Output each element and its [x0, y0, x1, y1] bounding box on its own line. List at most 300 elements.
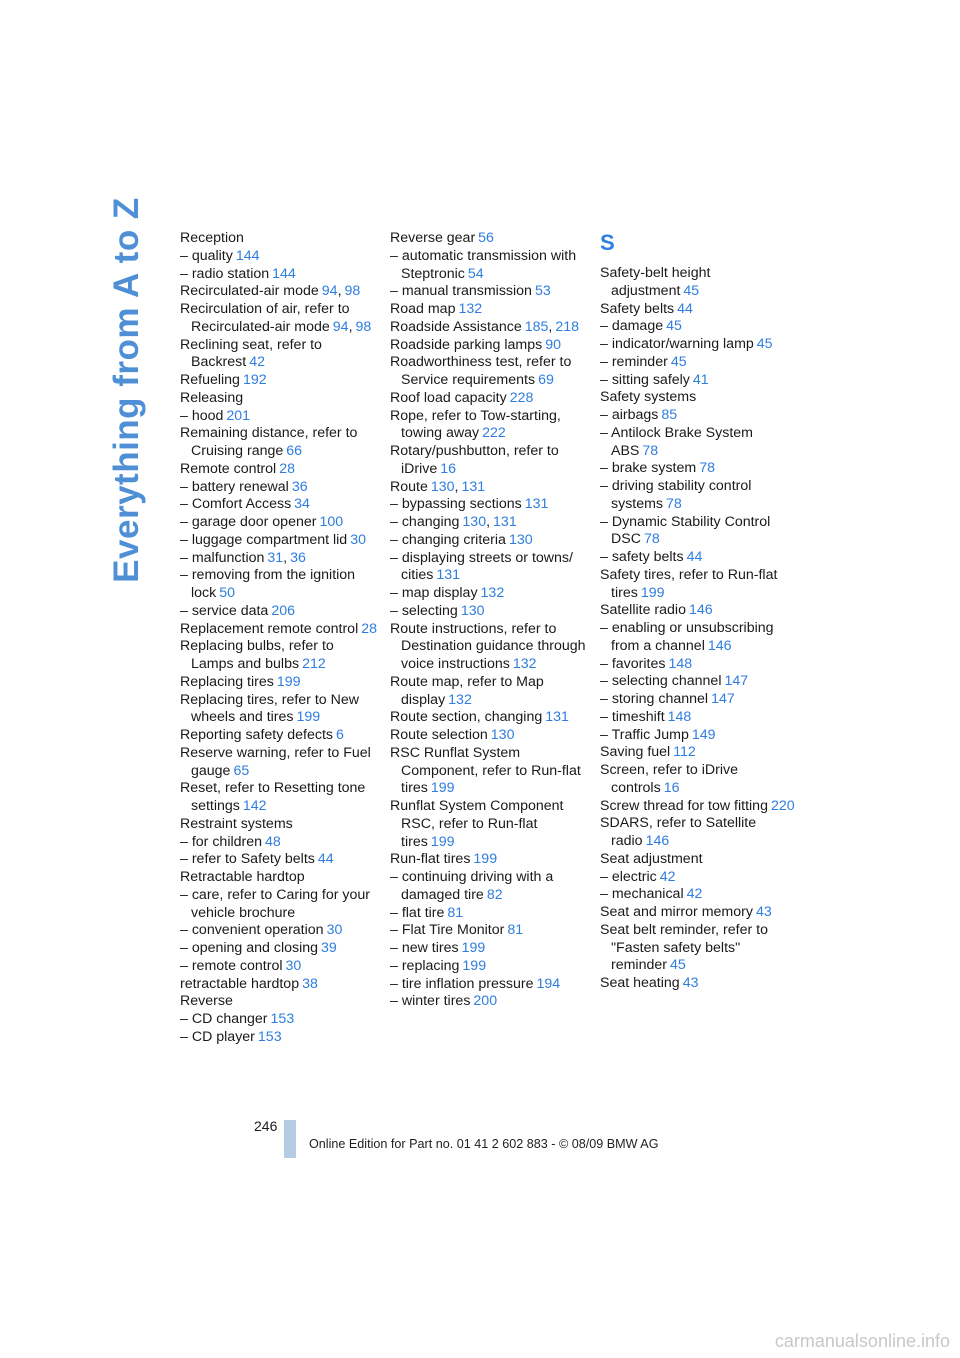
index-term: – opening and closing [180, 940, 319, 956]
page-link[interactable]: 199 [462, 957, 487, 974]
side-title [102, 197, 152, 583]
index-entry [600, 514, 800, 550]
index-entry: Route 130, 131 [390, 478, 486, 495]
index-term: – CD player [180, 1028, 255, 1045]
page-link[interactable]: 153 [270, 1011, 295, 1027]
index-entry [180, 887, 380, 923]
index-entry: Recirculated-air mode 94, 98 [180, 283, 361, 300]
page-link[interactable]: 142 [242, 798, 267, 814]
index-term: Route instructions, refer to Destination guidance through voice instructions [390, 620, 586, 672]
index-entry [600, 727, 800, 745]
index-entry [390, 532, 590, 550]
index-entry [180, 532, 380, 550]
page-link[interactable]: 130 [462, 514, 487, 530]
page-link[interactable]: 39 [321, 940, 337, 956]
index-term: – displaying streets or towns/ cities [390, 549, 573, 584]
index-term: – CD changer [180, 1011, 268, 1027]
page-link[interactable]: 16 [440, 460, 457, 477]
index-entry [390, 976, 590, 994]
index-term: Roadside parking lamps [390, 336, 543, 353]
index-entry [390, 390, 590, 408]
index-entry [180, 869, 380, 887]
index-entry [390, 709, 590, 727]
index-term: – sitting safely [600, 371, 690, 388]
index-term: Replacement remote control [180, 620, 359, 637]
index-term: – electric [600, 868, 657, 885]
index-term: Safety-belt height adjustment [600, 265, 711, 299]
index-term: Safety systems [600, 389, 697, 406]
page-link[interactable]: 146 [688, 602, 713, 619]
index-term: Recirculation of air, refer to Recirculated-air mode [180, 301, 350, 335]
index-term: – enabling or unsubscribing from a channel [600, 620, 774, 654]
page-link[interactable]: 78 [666, 495, 682, 512]
index-entry [600, 904, 800, 922]
index-term: – manual transmission [390, 283, 532, 300]
index-term: – automatic transmission with Steptronic [390, 247, 577, 282]
page-link[interactable]: 218 [555, 318, 580, 335]
index-term: – refer to Safety belts [180, 851, 315, 868]
index-entry [180, 248, 380, 266]
page-link[interactable]: 42 [686, 886, 703, 903]
index-entry [390, 248, 590, 284]
index-entry [390, 958, 590, 976]
page-link[interactable]: 16 [663, 779, 680, 796]
index-term: – storing channel [600, 691, 709, 707]
index-term: Safety belts [600, 300, 675, 317]
index-term: Runflat System Component RSC, refer to Run-flat tires [390, 798, 564, 850]
index-term: Refueling [180, 372, 240, 388]
index-entry [600, 922, 800, 975]
index-entry: Roadside Assistance 185, 218 [390, 318, 580, 335]
page-link[interactable]: 44 [677, 300, 693, 317]
page-link[interactable]: 220 [770, 797, 795, 814]
index-entry [600, 301, 800, 319]
index-entry [180, 408, 380, 426]
index-entry [600, 709, 800, 727]
index-entry [390, 993, 590, 1011]
index-term: – map display [390, 585, 478, 601]
page-link[interactable]: 42 [249, 354, 265, 371]
page-link[interactable]: 192 [242, 372, 267, 388]
page-link[interactable]: 94 [321, 283, 338, 300]
index-term: Seat adjustment [600, 850, 703, 867]
index-entry [390, 603, 590, 621]
page-link[interactable]: 130 [490, 727, 515, 743]
index-entry [390, 674, 590, 710]
index-term: Run-flat tires [390, 851, 471, 868]
index-term: – driving stability control systems [600, 478, 752, 512]
page-link[interactable]: 48 [265, 833, 281, 850]
page-link[interactable]: 54 [467, 265, 484, 282]
index-term: Route map, refer to Map display [390, 673, 544, 708]
index-term: Remaining distance, refer to Cruising range [180, 425, 358, 459]
index-term: Saving fuel [600, 744, 671, 761]
index-entry [600, 567, 800, 603]
index-term: Replacing bulbs, refer to Lamps and bulbs [180, 638, 334, 672]
page-link[interactable]: 222 [482, 425, 506, 442]
index-entry [600, 886, 800, 904]
watermark: carmanualsonline.info [774, 1331, 950, 1351]
index-entry [390, 851, 590, 869]
index-entry [390, 337, 590, 355]
index-term: – brake system [600, 460, 697, 477]
page-link[interactable]: 42 [659, 868, 676, 885]
index-entry [390, 869, 590, 905]
index-term: Road map [390, 301, 456, 317]
page-link[interactable]: 45 [669, 957, 686, 974]
index-entry [180, 337, 380, 373]
page-link[interactable]: 78 [643, 531, 660, 548]
index-entry [390, 940, 590, 958]
index-term: – for children [180, 833, 263, 850]
index-entry [390, 621, 590, 674]
index-entry [180, 976, 380, 994]
index-entry [180, 567, 380, 603]
page-link[interactable]: 148 [667, 708, 692, 725]
index-entry [600, 620, 800, 656]
index-term: – changing criteria [390, 531, 506, 548]
index-term: – selecting [390, 602, 458, 619]
footer-text: Online Edition for Part no. 01 41 2 602 883 - © 08/09 BMW AG [309, 1137, 659, 1151]
page-link[interactable]: 45 [670, 353, 687, 370]
index-term: – malfunction [180, 549, 265, 566]
index-term: – Comfort Access [180, 496, 292, 513]
page-link[interactable]: 144 [272, 265, 296, 282]
page-link[interactable]: 199 [296, 709, 321, 726]
index-entry [180, 958, 380, 976]
index-entry [180, 692, 380, 728]
index-term: Releasing [180, 389, 244, 406]
index-entry [390, 922, 590, 940]
index-term: SDARS, refer to Satellite radio [600, 815, 757, 849]
index-entry [390, 745, 590, 798]
index-term: – quality [180, 247, 233, 264]
index-term: – safety belts [600, 549, 684, 565]
index-term: – Flat Tire Monitor [390, 922, 505, 939]
index-entry [390, 496, 590, 514]
index-term: – radio station [180, 265, 270, 282]
index-entry [180, 816, 380, 834]
index-term: – continuing driving with a damaged tire [390, 869, 554, 903]
index-term: Recirculated-air mode [180, 283, 319, 300]
index-term: Roadworthiness test, refer to Service requirements [390, 354, 572, 388]
page-link[interactable]: 41 [692, 371, 709, 388]
index-term: – convenient operation [180, 922, 324, 939]
page-link[interactable]: 98 [344, 283, 361, 300]
index-column-3 [600, 230, 800, 993]
index-term: – Antilock Brake System ABS [600, 424, 753, 459]
page-link[interactable]: 146 [707, 637, 732, 654]
index-entry [600, 656, 800, 674]
index-entry: – changing 130, 131 [390, 514, 517, 530]
page-link[interactable]: 206 [271, 602, 295, 619]
index-term: – damage [600, 318, 664, 335]
index-entry [180, 834, 380, 852]
index-entry [390, 550, 590, 586]
page-link[interactable]: 200 [473, 993, 498, 1010]
index-term: Reception [180, 230, 244, 246]
page-link[interactable]: 131 [493, 514, 517, 530]
index-entry [600, 354, 800, 372]
index-term: Seat belt reminder, refer to "Fasten safety belts" reminder [600, 921, 768, 974]
index-term: – tire inflation pressure [390, 975, 534, 992]
index-term: – Dynamic Stability Control DSC [600, 513, 771, 548]
index-entry [180, 745, 380, 781]
index-term: – removing from the ignition lock [180, 567, 356, 601]
index-column-1 [180, 230, 380, 1047]
index-entry [600, 815, 800, 851]
index-entry [180, 390, 380, 408]
index-entry [600, 975, 800, 993]
index-entry [180, 514, 380, 532]
section-letter: S [600, 230, 615, 255]
page-link[interactable]: 199 [473, 851, 498, 868]
page-link[interactable]: 212 [302, 656, 326, 672]
page-link[interactable]: 199 [430, 780, 455, 797]
index-entry [390, 727, 590, 745]
page-link[interactable]: 90 [545, 336, 561, 353]
page-number: 246 [254, 1118, 278, 1134]
page-link[interactable]: 43 [682, 975, 699, 991]
page-link[interactable]: 36 [290, 549, 306, 566]
index-term: Route selection [390, 727, 488, 743]
index-term: Route [390, 478, 428, 495]
page-link[interactable]: 194 [536, 975, 561, 992]
page-link[interactable]: 44 [317, 851, 334, 868]
index-term: Restraint systems [180, 815, 293, 832]
page-link[interactable]: 132 [480, 585, 505, 601]
index-entry [390, 283, 590, 301]
index-entry [600, 602, 800, 620]
index-term: RSC Runflat System Component, refer to Run-flat tires [390, 744, 581, 797]
index-entry [180, 1011, 380, 1029]
page-link[interactable]: 185 [524, 318, 549, 335]
index-entry [600, 851, 800, 869]
index-term: Satellite radio [600, 602, 686, 619]
index-entry [390, 585, 590, 603]
page-link[interactable]: 43 [755, 904, 772, 920]
page-link[interactable]: 199 [640, 584, 665, 601]
index-entry [600, 478, 800, 514]
index-entry [180, 372, 380, 390]
page-link[interactable]: 36 [291, 478, 308, 495]
page-link[interactable]: 30 [350, 531, 366, 548]
footer-bar [284, 1120, 296, 1158]
page-link[interactable]: 144 [235, 247, 260, 264]
page-link[interactable]: 50 [219, 585, 236, 601]
page-link[interactable]: 112 [673, 744, 696, 761]
index-entry [600, 265, 800, 301]
index-entry [600, 673, 800, 691]
page-link[interactable]: 132 [448, 691, 472, 708]
page-link[interactable]: 153 [257, 1028, 282, 1045]
index-term: Rotary/pushbutton, refer to iDrive [390, 443, 559, 477]
index-term: Roof load capacity [390, 389, 507, 406]
index-term: Reclining seat, refer to Backrest [180, 336, 322, 371]
page-link[interactable]: 131 [524, 496, 549, 513]
index-term: – indicator/warning lamp [600, 336, 754, 352]
index-term: – hood [180, 407, 224, 424]
index-entry [180, 603, 380, 621]
page-link[interactable]: 45 [756, 336, 773, 352]
index-entry [390, 408, 590, 444]
index-term: – favorites [600, 655, 666, 672]
index-term: – new tires [390, 940, 459, 956]
index-term: Rope, refer to Tow-starting, towing away [390, 407, 561, 442]
index-term: – selecting channel [600, 673, 722, 690]
page-link[interactable]: 28 [361, 620, 377, 637]
index-term: Seat and mirror memory [600, 904, 753, 920]
index-term: – airbags [600, 407, 659, 423]
index-term: Reset, refer to Resetting tone settings [180, 780, 366, 814]
index-term: – winter tires [390, 993, 471, 1010]
index-term: – Traffic Jump [600, 726, 689, 743]
index-entry [600, 798, 800, 816]
index-entry [600, 762, 800, 798]
index-term: – care, refer to Caring for your vehicle brochure [180, 886, 371, 921]
page-link[interactable]: 132 [458, 301, 483, 317]
index-entry [180, 479, 380, 497]
page-link[interactable]: 44 [686, 549, 703, 565]
index-term: Roadside Assistance [390, 318, 522, 335]
index-entry [390, 798, 590, 851]
index-entry [600, 407, 800, 425]
index-entry [600, 425, 800, 461]
index-term: Reverse gear [390, 230, 476, 246]
index-term: – changing [390, 514, 460, 530]
index-entry [600, 460, 800, 478]
index-term: – flat tire [390, 904, 445, 921]
index-entry [600, 549, 800, 567]
page-link[interactable]: 82 [486, 886, 503, 903]
page-link[interactable]: 30 [326, 922, 343, 939]
index-entry [390, 905, 590, 923]
index-entry [600, 389, 800, 407]
index-entry [600, 318, 800, 336]
index-term: Seat heating [600, 975, 680, 991]
page-link[interactable]: 147 [711, 691, 735, 707]
page-link[interactable]: 65 [233, 762, 250, 779]
page-link[interactable]: 132 [512, 656, 537, 672]
page-link[interactable]: 131 [436, 567, 460, 584]
page-link[interactable]: 66 [286, 443, 303, 459]
page-link[interactable]: 147 [724, 673, 749, 690]
index-entry [600, 869, 800, 887]
page-link[interactable]: 78 [642, 442, 659, 459]
page-link[interactable]: 130 [430, 478, 455, 495]
index-entry [180, 496, 380, 514]
index-term: Remote control [180, 460, 277, 477]
index-term: Reverse [180, 993, 233, 1010]
page-link[interactable]: 228 [509, 389, 534, 406]
index-term: Retractable hardtop [180, 869, 305, 885]
index-term: – reminder [600, 353, 668, 370]
page-link[interactable]: 69 [538, 372, 554, 388]
page-link[interactable]: 78 [699, 460, 715, 477]
index-column-2 [390, 230, 590, 1011]
index-term: – remote control [180, 957, 283, 974]
page-link[interactable]: 38 [302, 975, 318, 992]
page-link[interactable]: 94 [332, 318, 349, 335]
index-term: – battery renewal [180, 478, 289, 495]
index-term: – service data [180, 602, 269, 619]
index-term: Screen, refer to iDrive controls [600, 762, 738, 796]
page-link[interactable]: 149 [691, 726, 716, 743]
page-link[interactable]: 81 [447, 904, 464, 921]
index-term: – luggage compartment lid [180, 531, 348, 548]
page-link[interactable]: 199 [461, 940, 486, 956]
index-entry [180, 727, 380, 745]
index-entry [180, 851, 380, 869]
page-link[interactable]: 130 [508, 531, 533, 548]
index-term: Safety tires, refer to Run-flat tires [600, 566, 778, 601]
index-term: Route section, changing [390, 709, 543, 726]
index-entry [390, 230, 590, 248]
index-entry [180, 940, 380, 958]
page-link[interactable]: 81 [507, 922, 524, 939]
page-link[interactable]: 45 [666, 318, 682, 335]
page-link[interactable]: 199 [276, 673, 301, 690]
index-entry [600, 336, 800, 354]
index-entry [180, 638, 380, 674]
page-link[interactable]: 53 [534, 283, 551, 300]
page-link[interactable]: 30 [285, 957, 302, 974]
page-link[interactable]: 28 [279, 460, 295, 477]
index-entry: – malfunction 31, 36 [180, 549, 306, 566]
index-entry [180, 425, 380, 461]
index-entry [180, 461, 380, 479]
page-link[interactable]: 31 [267, 549, 284, 566]
page-link[interactable]: 201 [226, 407, 251, 424]
index-entry [180, 230, 380, 248]
page-link[interactable]: 130 [460, 602, 485, 619]
index-term: – replacing [390, 957, 460, 974]
page-link[interactable]: 34 [294, 496, 310, 513]
page-link[interactable]: 100 [319, 514, 344, 530]
index-entry [600, 691, 800, 709]
index-entry [390, 443, 590, 479]
index-entry [180, 266, 380, 284]
index-term: – garage door opener [180, 514, 317, 530]
index-entry [180, 621, 380, 639]
page-link[interactable]: 85 [661, 407, 678, 423]
page-link[interactable]: 148 [668, 655, 693, 672]
index-term: retractable hardtop [180, 975, 300, 992]
page-link[interactable]: 199 [430, 833, 455, 850]
index-term: Screw thread for tow fitting [600, 797, 768, 814]
index-entry [180, 993, 380, 1011]
page-link[interactable]: 131 [545, 709, 569, 726]
index-entry [390, 354, 590, 390]
index-term: Replacing tires [180, 673, 274, 690]
page-link[interactable]: 98 [355, 318, 372, 335]
page-link[interactable]: 6 [336, 727, 344, 743]
side-title-text: Everything from A to Z [107, 197, 146, 583]
index-term: – mechanical [600, 886, 684, 903]
index-term: Reserve warning, refer to Fuel gauge [180, 744, 371, 779]
page-link[interactable]: 131 [461, 478, 486, 495]
index-entry [390, 301, 590, 319]
index-entry [180, 1029, 380, 1047]
index-entry [180, 674, 380, 692]
index-entry [600, 372, 800, 390]
index-entry [180, 780, 380, 816]
page-link[interactable]: 146 [645, 833, 670, 849]
index-term: Reporting safety defects [180, 727, 333, 743]
page-link[interactable]: 45 [683, 282, 700, 299]
page-link[interactable]: 56 [478, 230, 494, 246]
index-entry: Recirculation of air, refer to Recirculated-air mode 94, 98 [180, 301, 372, 335]
